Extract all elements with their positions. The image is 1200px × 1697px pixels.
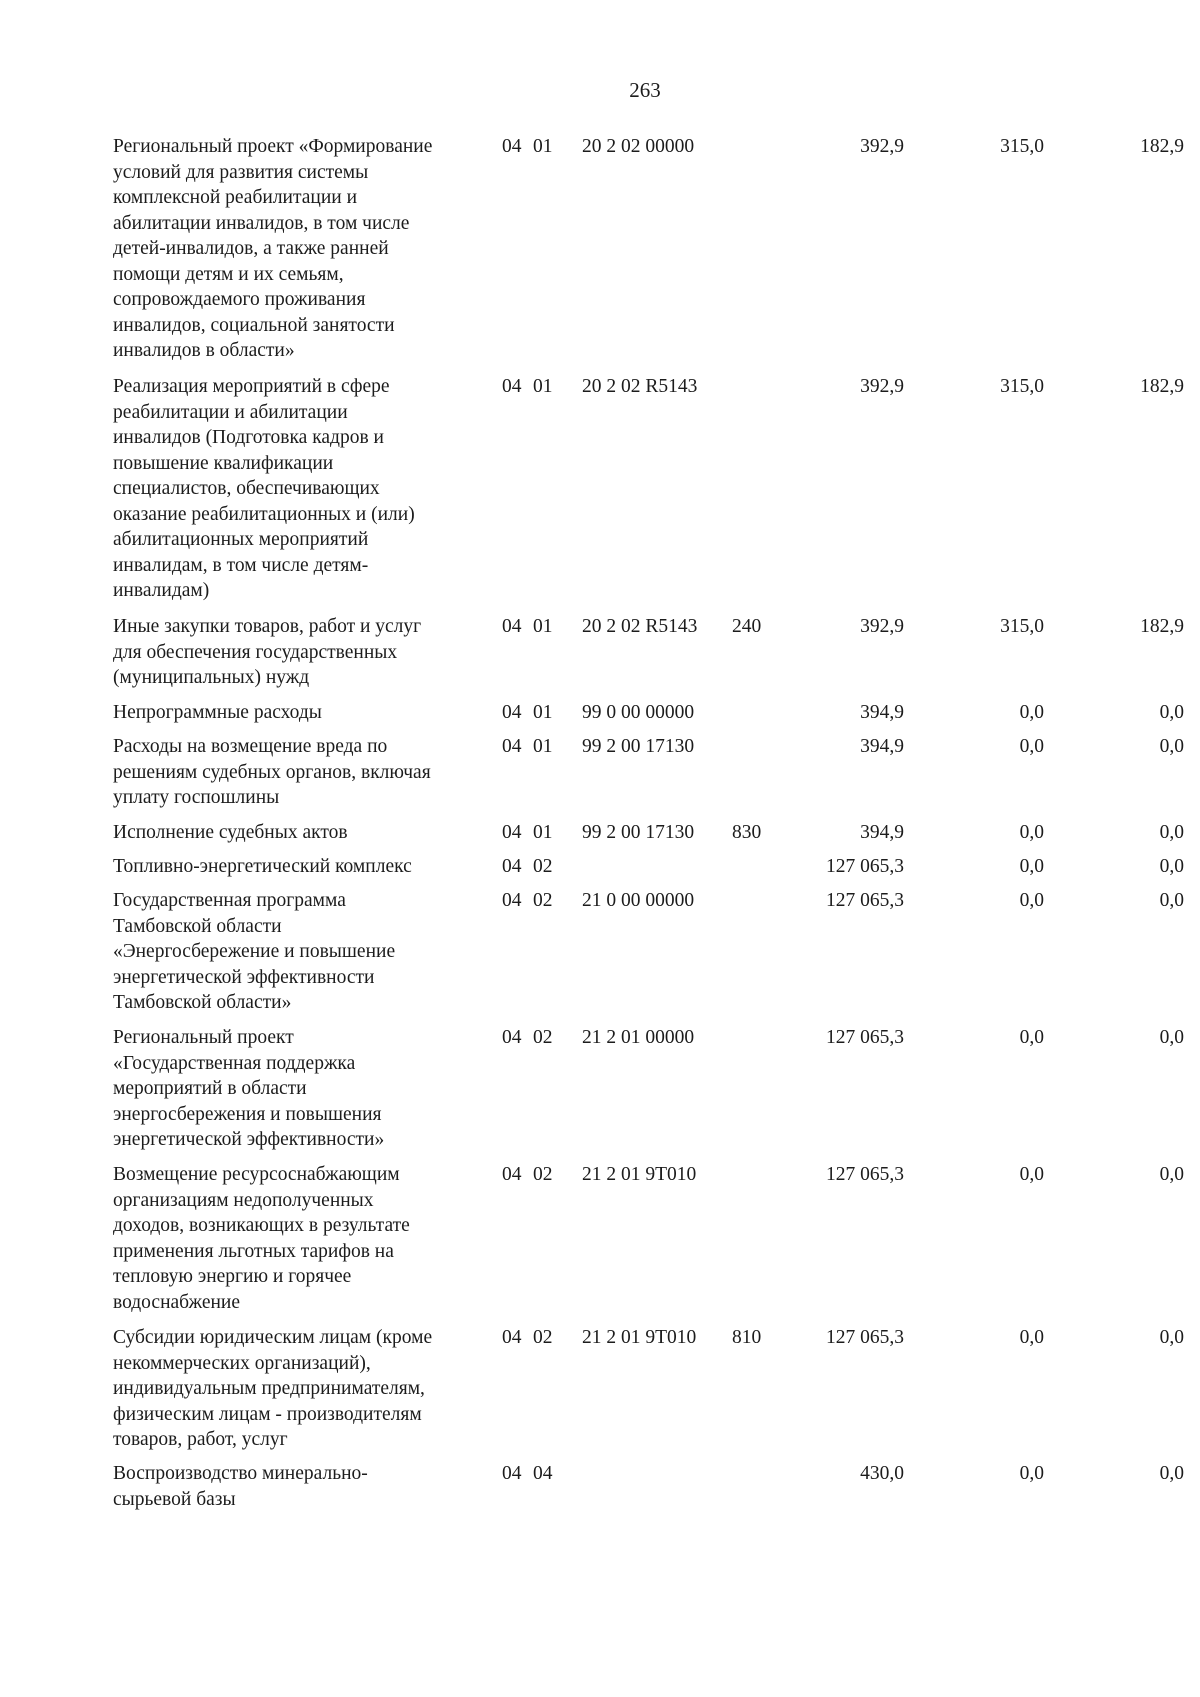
section-code: 04 — [502, 1164, 522, 1185]
target-item-code: 20 2 02 00000 — [582, 136, 695, 157]
amount-2: 0,0 — [1019, 1463, 1044, 1484]
amount-1: 127 065,3 — [826, 1327, 904, 1348]
expense-type-code: 240 — [732, 616, 762, 637]
target-item-code: 99 0 00 00000 — [582, 702, 695, 723]
amount-3: 0,0 — [1159, 822, 1184, 843]
subsection-code: 04 — [533, 1463, 553, 1484]
amount-1: 127 065,3 — [826, 1164, 904, 1185]
amount-3: 0,0 — [1159, 856, 1184, 877]
amount-3: 0,0 — [1159, 890, 1184, 911]
subsection-code: 02 — [533, 1327, 553, 1348]
section-code: 04 — [502, 136, 522, 157]
row-name: Воспроизводство минерально- сырьевой базы — [113, 1463, 368, 1510]
subsection-code: 02 — [533, 1027, 553, 1048]
section-code: 04 — [502, 702, 522, 723]
target-item-code: 20 2 02 R5143 — [582, 616, 698, 637]
subsection-code: 01 — [533, 702, 553, 723]
amount-3: 182,9 — [1140, 376, 1184, 397]
row-name: Государственная программа Тамбовской области «Энергосбережение и повышение энергетической эффективности Тамбовской области» — [113, 890, 396, 1013]
amount-2: 0,0 — [1019, 1327, 1044, 1348]
row-name: Региональный проект «Формирование условий для развития системы комплексной реабилитации и абилитации инвалидов, в том числе детей-инвалидов, а также ранней помощи детям и их семьям, сопровождаемого проживания инвалидов, социальной занятости инвалидов в области» — [113, 136, 433, 361]
amount-1: 392,9 — [860, 616, 904, 637]
amount-1: 392,9 — [860, 376, 904, 397]
expense-type-code: 830 — [732, 822, 762, 843]
amount-2: 0,0 — [1019, 1027, 1044, 1048]
amount-1: 430,0 — [860, 1463, 904, 1484]
subsection-code: 01 — [533, 136, 553, 157]
amount-3: 0,0 — [1159, 1463, 1184, 1484]
amount-1: 127 065,3 — [826, 890, 904, 911]
section-code: 04 — [502, 736, 522, 757]
amount-1: 127 065,3 — [826, 1027, 904, 1048]
target-item-code: 99 2 00 17130 — [582, 736, 695, 757]
subsection-code: 01 — [533, 822, 553, 843]
section-code: 04 — [502, 890, 522, 911]
amount-2: 315,0 — [1000, 376, 1044, 397]
subsection-code: 02 — [533, 856, 553, 877]
target-item-code: 21 0 00 00000 — [582, 890, 695, 911]
amount-2: 0,0 — [1019, 1164, 1044, 1185]
amount-3: 182,9 — [1140, 136, 1184, 157]
section-code: 04 — [502, 1327, 522, 1348]
section-code: 04 — [502, 616, 522, 637]
target-item-code: 21 2 01 9Т010 — [582, 1164, 697, 1185]
subsection-code: 02 — [533, 1164, 553, 1185]
amount-3: 182,9 — [1140, 616, 1184, 637]
target-item-code: 20 2 02 R5143 — [582, 376, 698, 397]
row-name: Субсидии юридическим лицам (кроме некоммерческих организаций), индивидуальным предпринимателям, физическим лицам - производителям товаров, работ, услуг — [113, 1327, 433, 1450]
row-name: Топливно-энергетический комплекс — [113, 856, 412, 877]
amount-2: 0,0 — [1019, 736, 1044, 757]
target-item-code: 99 2 00 17130 — [582, 822, 695, 843]
subsection-code: 01 — [533, 616, 553, 637]
row-name: Возмещение ресурсоснабжающим организациям недополученных доходов, возникающих в результате применения льготных тарифов на тепловую энергию и горячее водоснабжение — [113, 1164, 410, 1313]
amount-1: 394,9 — [860, 702, 904, 723]
amount-3: 0,0 — [1159, 736, 1184, 757]
amount-1: 394,9 — [860, 822, 904, 843]
amount-1: 127 065,3 — [826, 856, 904, 877]
row-name: Непрограммные расходы — [113, 702, 322, 723]
amount-2: 315,0 — [1000, 136, 1044, 157]
row-name: Реализация мероприятий в сфере реабилитации и абилитации инвалидов (Подготовка кадров и повышение квалификации специалистов, обеспечивающих оказание реабилитационных и (или) абилитационных мероприятий инвалидам, в том числе детям- инвалидам) — [113, 376, 415, 601]
section-code: 04 — [502, 822, 522, 843]
row-name: Расходы на возмещение вреда по решениям судебных органов, включая уплату госпошлины — [113, 736, 431, 808]
amount-1: 394,9 — [860, 736, 904, 757]
section-code: 04 — [502, 856, 522, 877]
amount-2: 0,0 — [1019, 822, 1044, 843]
subsection-code: 01 — [533, 736, 553, 757]
row-name: Региональный проект «Государственная поддержка мероприятий в области энергосбережения и повышения энергетической эффективности» — [113, 1027, 385, 1150]
amount-3: 0,0 — [1159, 702, 1184, 723]
target-item-code: 21 2 01 00000 — [582, 1027, 695, 1048]
amount-1: 392,9 — [860, 136, 904, 157]
amount-3: 0,0 — [1159, 1164, 1184, 1185]
subsection-code: 01 — [533, 376, 553, 397]
amount-2: 0,0 — [1019, 702, 1044, 723]
page-number: 263 — [629, 78, 661, 102]
amount-3: 0,0 — [1159, 1327, 1184, 1348]
amount-2: 0,0 — [1019, 890, 1044, 911]
section-code: 04 — [502, 376, 522, 397]
row-name: Иные закупки товаров, работ и услуг для обеспечения государственных (муниципальных) нужд — [113, 616, 422, 688]
amount-2: 0,0 — [1019, 856, 1044, 877]
section-code: 04 — [502, 1463, 522, 1484]
amount-2: 315,0 — [1000, 616, 1044, 637]
section-code: 04 — [502, 1027, 522, 1048]
target-item-code: 21 2 01 9Т010 — [582, 1327, 697, 1348]
subsection-code: 02 — [533, 890, 553, 911]
expense-type-code: 810 — [732, 1327, 762, 1348]
amount-3: 0,0 — [1159, 1027, 1184, 1048]
row-name: Исполнение судебных актов — [113, 822, 348, 843]
